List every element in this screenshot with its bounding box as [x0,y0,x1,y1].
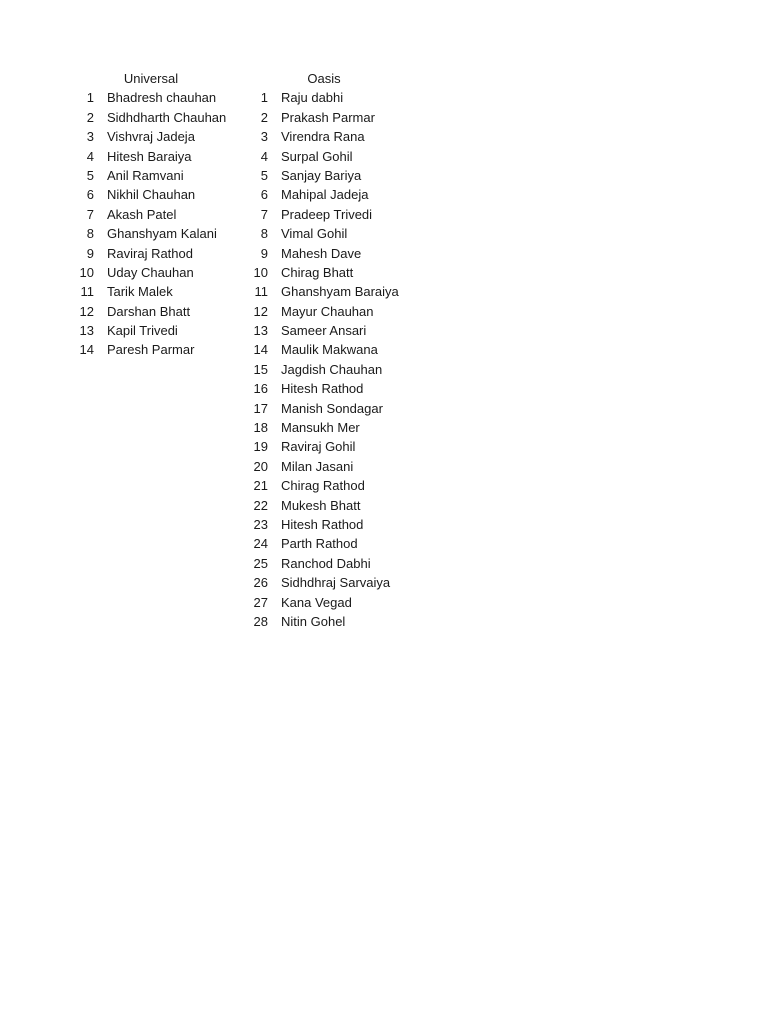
player-name: Raviraj Gohil [281,439,356,455]
player-name: Pradeep Trivedi [281,206,373,222]
player-name: Sanjay Bariya [281,167,362,183]
player-name: Anil Ramvani [107,167,184,183]
roster-row [244,108,414,127]
player-number: 1 [86,90,94,106]
player-name: Kana Vegad [281,594,352,610]
player-number: 11 [80,284,94,300]
roster-row [244,515,414,534]
roster-row [244,224,414,243]
team-oasis-column [244,69,414,631]
roster-row [70,321,240,340]
roster-row [244,321,414,340]
team-universal-roster [70,88,240,359]
player-name: Sidhdhraj Sarvaiya [281,575,391,591]
team-universal-column [70,69,240,360]
player-name: Parth Rathod [281,536,358,552]
roster-row [70,127,240,146]
player-name: Sameer Ansari [281,323,367,339]
roster-row [70,166,240,185]
player-number: 16 [253,381,268,397]
player-number: 10 [253,264,268,280]
roster-row [244,457,414,476]
team-oasis-roster [244,88,414,631]
roster-row [244,418,414,437]
player-number: 5 [260,167,268,183]
player-name: Manish Sondagar [281,400,383,416]
player-name: Tarik Malek [107,284,173,300]
roster-row [244,612,414,631]
player-name: Milan Jasani [281,458,354,474]
player-name: Vimal Gohil [281,226,348,242]
player-number: 9 [86,245,94,261]
player-number: 28 [253,613,268,629]
player-name: Ghanshyam Kalani [107,226,217,242]
player-name: Chirag Rathod [281,478,365,494]
player-number: 2 [260,109,268,125]
player-name: Darshan Bhatt [107,303,191,319]
player-name: Vishvraj Jadeja [107,129,195,145]
player-number: 26 [253,575,268,591]
player-name: Bhadresh chauhan [107,90,217,106]
player-name: Ghanshyam Baraiya [281,284,399,300]
player-number: 12 [253,303,268,319]
player-number: 18 [253,420,268,436]
player-number: 20 [253,458,268,474]
player-number: 27 [253,594,268,610]
roster-row [244,340,414,359]
player-name: Nitin Gohel [281,613,346,629]
player-number: 25 [253,555,268,571]
roster-row [244,147,414,166]
player-number: 9 [260,245,268,261]
roster-row [70,282,240,301]
roster-row [244,166,414,185]
player-number: 7 [86,206,94,222]
roster-row [70,205,240,224]
player-name: Prakash Parmar [281,109,375,125]
roster-row [244,379,414,398]
player-number: 7 [260,206,268,222]
roster-row [244,593,414,612]
player-number: 3 [260,129,268,145]
player-name: Mahesh Dave [281,245,362,261]
roster-row [70,244,240,263]
player-number: 14 [253,342,268,358]
roster-row [70,340,240,359]
player-name: Mayur Chauhan [281,303,374,319]
roster-row [244,360,414,379]
player-name: Sidhdharth Chauhan [107,109,227,125]
roster-row [244,573,414,592]
player-name: Mukesh Bhatt [281,497,361,513]
player-name: Hitesh Rathod [281,381,364,397]
player-name: Nikhil Chauhan [107,187,196,203]
player-number: 1 [260,90,268,106]
player-number: 4 [86,148,94,164]
player-name: Raju dabhi [281,90,344,106]
player-name: Chirag Bhatt [281,264,354,280]
roster-row [70,147,240,166]
player-number: 13 [79,323,94,339]
player-name: Maulik Makwana [281,342,378,358]
player-number: 22 [253,497,268,513]
roster-row [70,302,240,321]
player-number: 8 [260,226,268,242]
roster-row [70,88,240,107]
player-name: Jagdish Chauhan [281,361,383,377]
player-name: Paresh Parmar [107,342,195,358]
roster-row [244,496,414,515]
player-number: 24 [253,536,268,552]
roster-row [244,399,414,418]
player-number: 10 [79,264,94,280]
roster-row [244,88,414,107]
player-name: Ranchod Dabhi [281,555,371,571]
roster-row [244,534,414,553]
player-number: 21 [253,478,268,494]
player-name: Mahipal Jadeja [281,187,369,203]
player-number: 19 [253,439,268,455]
player-name: Raviraj Rathod [107,245,193,261]
roster-row [244,437,414,456]
player-number: 13 [253,323,268,339]
team-oasis-title: Oasis [307,71,341,86]
roster-row [70,224,240,243]
player-number: 3 [86,129,94,145]
player-number: 11 [254,284,268,300]
player-number: 17 [253,400,268,416]
player-number: 12 [79,303,94,319]
player-name: Mansukh Mer [281,420,360,436]
roster-row [244,282,414,301]
roster-row [244,263,414,282]
player-name: Surpal Gohil [281,148,353,164]
roster-row [244,205,414,224]
player-number: 23 [253,516,268,532]
player-name: Kapil Trivedi [107,323,178,339]
player-number: 8 [86,226,94,242]
player-name: Akash Patel [107,206,177,222]
player-number: 2 [86,109,94,125]
player-name: Hitesh Rathod [281,516,364,532]
roster-row [244,302,414,321]
roster-row [244,244,414,263]
roster-row [70,185,240,204]
roster-row [244,554,414,573]
roster-row [70,263,240,282]
player-name: Virendra Rana [281,129,365,145]
team-universal-title: Universal [123,71,179,86]
player-number: 14 [79,342,94,358]
player-number: 6 [260,187,268,203]
player-number: 4 [260,148,268,164]
roster-row [244,185,414,204]
player-number: 15 [253,361,268,377]
player-name: Hitesh Baraiya [107,148,192,164]
player-number: 5 [86,167,94,183]
roster-row [244,127,414,146]
player-number: 6 [86,187,94,203]
player-name: Uday Chauhan [107,264,194,280]
roster-row [244,476,414,495]
roster-row [70,108,240,127]
